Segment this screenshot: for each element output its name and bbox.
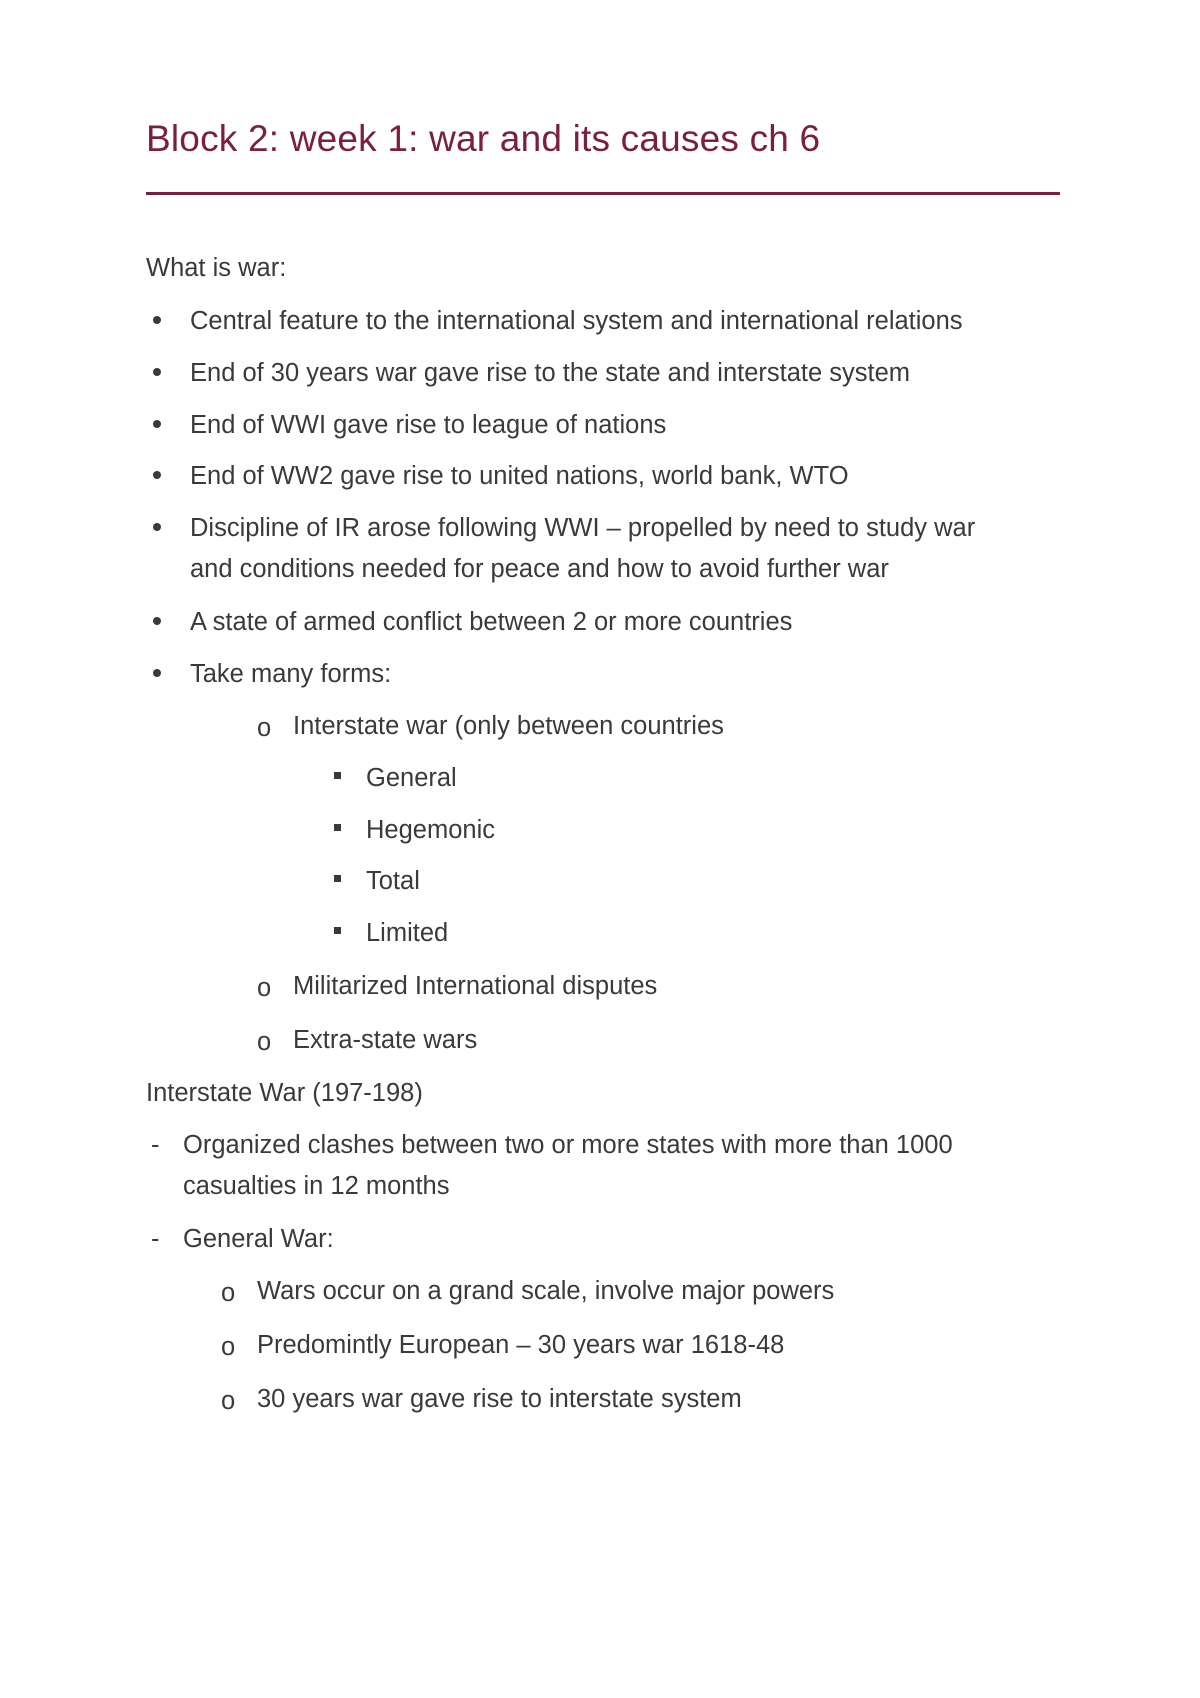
dash-item-continuation: casualties in 12 months <box>183 1172 450 1200</box>
bullet-item: Central feature to the international system and international relations <box>190 307 963 335</box>
circle-marker: o <box>221 1279 236 1307</box>
bullet-item: A state of armed conflict between 2 or more countries <box>190 608 793 636</box>
bullet-dot <box>153 368 161 376</box>
section-heading-interstate-war: Interstate War (197-198) <box>146 1079 423 1107</box>
bullet-item: End of WWI gave rise to league of nations <box>190 411 667 439</box>
square-bullet <box>334 824 341 831</box>
sub-sub-bullet-item: Total <box>366 867 420 895</box>
dash-item: Organized clashes between two or more states with more than 1000 <box>183 1131 953 1159</box>
sub-bullet-item: Extra-state wars <box>293 1026 478 1054</box>
bullet-dot <box>153 420 161 428</box>
bullet-item: End of 30 years war gave rise to the state and interstate system <box>190 359 911 387</box>
page-title: Block 2: week 1: war and its causes ch 6 <box>146 118 821 159</box>
bullet-dot <box>153 316 161 324</box>
bullet-dot <box>153 669 161 677</box>
square-bullet <box>334 927 341 934</box>
dash-item: General War: <box>183 1225 334 1253</box>
section-heading-what-is-war: What is war: <box>146 254 287 282</box>
sub-bullet-item: Militarized International disputes <box>293 972 658 1000</box>
circle-marker: o <box>257 974 272 1002</box>
sub-bullet-item: 30 years war gave rise to interstate system <box>257 1385 742 1413</box>
circle-marker: o <box>221 1333 236 1361</box>
circle-marker: o <box>221 1387 236 1415</box>
bullet-dot <box>153 523 161 531</box>
bullet-item: Discipline of IR arose following WWI – propelled by need to study war <box>190 514 976 542</box>
sub-sub-bullet-item: General <box>366 764 457 792</box>
sub-bullet-item: Predomintly European – 30 years war 1618-48 <box>257 1331 785 1359</box>
square-bullet <box>334 772 341 779</box>
sub-bullet-item: Interstate war (only between countries <box>293 712 724 740</box>
sub-sub-bullet-item: Hegemonic <box>366 816 495 844</box>
circle-marker: o <box>257 714 272 742</box>
dash-marker: - <box>151 1131 160 1159</box>
bullet-dot <box>153 471 161 479</box>
dash-marker: - <box>151 1225 160 1253</box>
bullet-item: End of WW2 gave rise to united nations, world bank, WTO <box>190 462 849 490</box>
square-bullet <box>334 875 341 882</box>
bullet-item-continuation: and conditions needed for peace and how to avoid further war <box>190 555 889 583</box>
title-rule <box>146 192 1060 195</box>
circle-marker: o <box>257 1028 272 1056</box>
sub-bullet-item: Wars occur on a grand scale, involve major powers <box>257 1277 835 1305</box>
bullet-dot <box>153 617 161 625</box>
sub-sub-bullet-item: Limited <box>366 919 449 947</box>
bullet-item: Take many forms: <box>190 660 392 688</box>
